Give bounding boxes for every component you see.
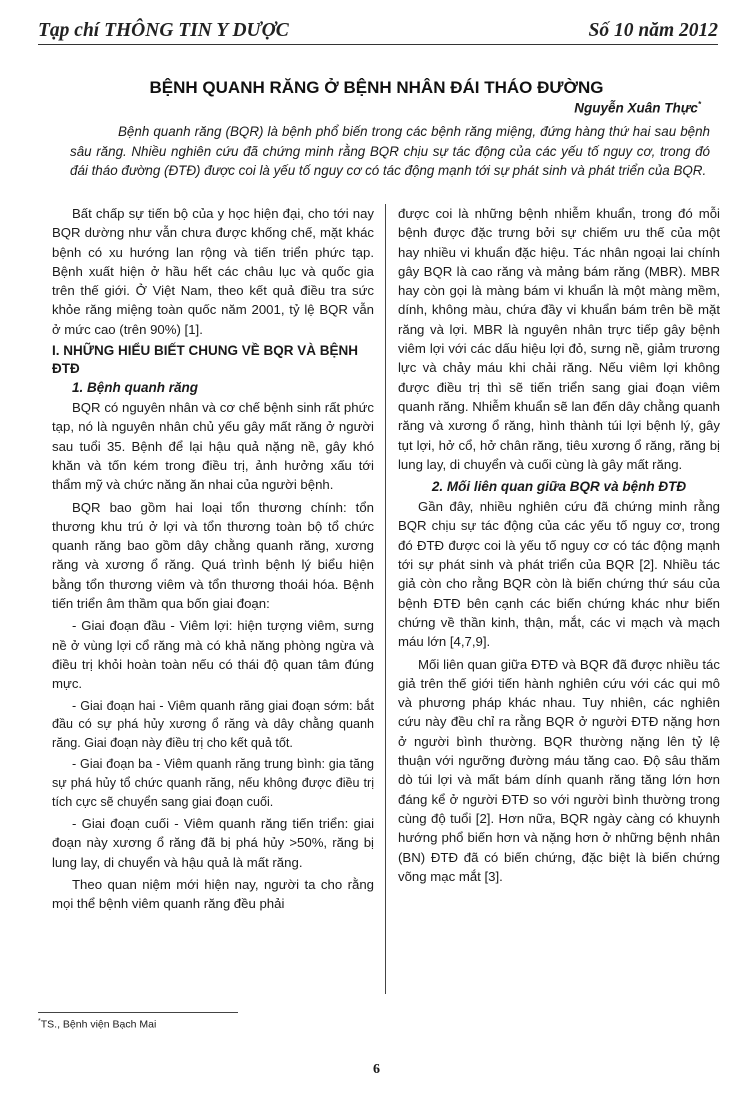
section-heading: I. NHỮNG HIỂU BIẾT CHUNG VỀ BQR VÀ BỆNH ĐTĐ (52, 343, 358, 377)
paragraph: được coi là những bệnh nhiễm khuẩn, trong đó mỗi bệnh được đặc trưng bởi sự chiếm ưu thế của một hay nhiều vi khuẩn đặc hiệu. Tác nhân ngoại lai chính gây BQR là cao răng và mảng bám răng (MBR). MBR hay còn gọi là màng bám vi khuẩn là một màng mềm, dính, không màu, chứa đầy vi khuẩn bám trên bề mặt răng và lợi. MBR là nguyên nhân trực tiếp gây bệnh viêm lợi với các dấu hiệu lợi đỏ, sưng nề, giảm trương lực và chảy máu khi chải răng. Nếu viêm lợi không được điều trị thì sẽ tiến triển sang giai đoạn viêm quanh răng. Nhiễm khuẩn sẽ lan đến dây chằng quanh răng và xương ổ răng, hình thành túi lợi bệnh lý, gây tụt lợi, hở cổ, hở chân răng, tiêu xương ổ răng, răng bị lung lay, di chuyển và cuối cùng là gây mất răng. (398, 206, 720, 472)
footnote-text: TS., Bệnh viện Bạch Mai (40, 1018, 157, 1031)
journal-header (38, 12, 718, 42)
footnote (38, 1018, 156, 1031)
footnote-mark: * (38, 1018, 41, 1025)
paragraph: Mối liên quan giữa ĐTĐ và BQR đã được nhiều tác giả trên thế giới tiến hành nghiên cứu với các qui mô và phương pháp khác nhau. Tuy nhiên, các nghiên cứu này đều chỉ ra rằng BQR ở người ĐTĐ nặng hơn ở người bình thường. BQR thường nặng lên tỷ lệ thuận với ngưỡng đường máu tăng cao. Độ sâu thăm dò túi lợi và mất bám dính quanh răng tăng lớn hơn đáng kể ở người ĐTĐ so với người bình thường trong cùng độ tuổi [2]. Hơn nữa, BQR ngày càng có khuynh hướng phổ biến hơn và nặng hơn ở những bệnh nhân (BN) ĐTĐ đã có biến chứng, đặc biệt là biến chứng võng mạc mắt [3]. (398, 656, 720, 884)
footnote-rule (38, 1012, 238, 1013)
stage-item: - Giai đoạn cuối - Viêm quanh răng tiến triển: giai đoạn này xương ổ răng đã bị phá hủy >50%, răng bị lung lay, di chuyển và hậu quả là mất răng. (52, 816, 374, 870)
intro-paragraph: Bất chấp sự tiến bộ của y học hiện đại, cho tới nay BQR dường như vẫn chưa được khống chế, mặt khác bệnh có xu hướng lan rộng và tiến triển phức tạp. Bệnh xuất hiện ở hầu hết các châu lục và quốc gia trên thế giới. Ở Việt Nam, theo kết quả điều tra sức khỏe răng miệng toàn quốc năm 2001, tỷ lệ BQR vẫn ở mức cao (trên 90%) [1]. (52, 206, 374, 337)
journal-title: Tạp chí THÔNG TIN Y DƯỢC (38, 20, 289, 41)
paragraph: BQR có nguyên nhân và cơ chế bệnh sinh rất phức tạp, nó là nguyên nhân chủ yếu gây mất răng ở người sau tuổi 35. Bệnh để lại hậu quả nặng nề, gây khó khăn và tốn kém trong điều trị, ảnh hưởng xấu tới thẩm mỹ và chức năng ăn nhai của người bệnh. (52, 400, 374, 493)
paragraph: Gần đây, nhiều nghiên cứu đã chứng minh rằng BQR chịu sự tác động của các yếu tố nguy cơ, trong đó ĐTĐ được coi là yếu tố nguy cơ có tác động mạnh tới sự phát sinh và phát triển của BQR [2]. Nhiều tác giả còn cho rằng BQR còn là biến chứng thứ sáu của bệnh ĐTĐ bên cạnh các biến chứng khác như biến chứng về thần kinh, thận, mắt, các vi mạch và mạch máu lớn [4,7,9]. (398, 499, 720, 650)
author-text: Nguyễn Xuân Thực (574, 100, 698, 116)
left-column (52, 204, 374, 917)
header-rule (38, 44, 718, 45)
page-number: 6 (373, 1062, 380, 1077)
paragraph: BQR bao gồm hai loại tổn thương chính: tổn thương khu trú ở lợi và tổn thương toàn bộ tổ chức quanh răng bao gồm dây chằng quanh răng, xương răng và xương ổ răng. Quá trình bệnh lý biểu hiện bằng tổn thương viêm và tổn thương thoái hóa. Bệnh tiến triển âm thầm qua bốn giai đoạn: (52, 499, 374, 612)
abstract: Bệnh quanh răng (BQR) là bệnh phổ biến trong các bệnh răng miệng, đứng hàng thứ hai sau bệnh sâu răng. Nhiều nghiên cứu đã chứng minh rằng BQR chịu sự tác động của các yếu tố nguy cơ, trong đó đái tháo đường (ĐTĐ) được coi là yếu tố nguy cơ có tác động mạnh tới sự phát sinh và phát triển của BQR. (70, 124, 710, 178)
article-title: BỆNH QUANH RĂNG Ở BỆNH NHÂN ĐÁI THÁO ĐƯỜNG (149, 78, 604, 97)
stage-item: - Giai đoạn ba - Viêm quanh răng trung bình: gia tăng sự phá hủy tổ chức quanh răng, nếu không được điều trị tích cực sẽ chuyển sang giai đoạn cuối. (52, 757, 374, 809)
stage-item: - Giai đoạn đầu - Viêm lợi: hiện tượng viêm, sưng nề ở vùng lợi cổ răng mà có khả năng phòng ngừa và điều trị khỏi hoàn toàn nếu có thái độ quan tâm đúng mực. (52, 618, 374, 692)
right-column (398, 204, 720, 889)
paragraph: Theo quan niệm mới hiện nay, người ta cho rằng mọi thể bệnh viêm quanh răng đều phải (52, 876, 374, 912)
issue-label: Số 10 năm 2012 (588, 20, 718, 41)
stage-item: - Giai đoạn hai - Viêm quanh răng giai đoạn sớm: bắt đầu có sự phá hủy xương ổ răng và dây chằng quanh răng. Giai đoạn này điều trị cho kết quả tốt. (52, 698, 374, 750)
author-footnote-mark: * (697, 100, 701, 109)
subheading-periodontal-disease: 1. Bệnh quanh răng (72, 380, 199, 396)
subheading-relationship: 2. Mối liên quan giữa BQR và bệnh ĐTĐ (431, 479, 687, 495)
author-name (574, 100, 701, 116)
column-divider (385, 204, 386, 994)
